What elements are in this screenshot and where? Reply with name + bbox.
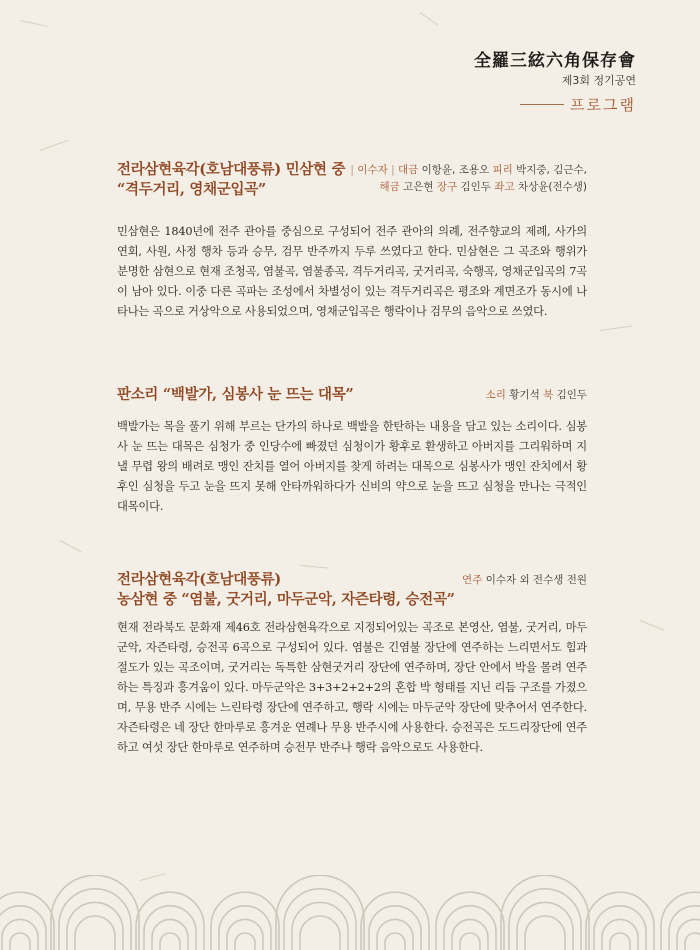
item-description: 백발가는 목을 풀기 위해 부르는 단가의 하나로 백발을 한탄하는 내용을 담고 있는 소리이다. 심봉사 눈 뜨는 대목은 심청가 중 인당수에 빠졌던 심청이가 황후로 환생하고 아버지를 그리워하며 지낼 무렵 왕의 배려로 맹인 잔치를 열어 아버지를 찾게 하려는 대목으로 심봉사가 맹인 잔치에서 황후인 심청을 두고 눈을 뜨지 못해 안타까워하다가 신비의 약으로 눈을 뜨고 심청을 만나는 극적인 대목이다. <box>117 420 587 513</box>
performer-names: 이항윤, 조용오 <box>421 164 490 176</box>
program-item-2 <box>117 385 587 528</box>
program-item-1 <box>117 160 587 333</box>
arch-ring <box>602 919 638 950</box>
performer-credits <box>486 387 587 404</box>
page-header <box>474 46 636 115</box>
arch-ring <box>227 919 263 950</box>
heading-rule <box>520 104 564 105</box>
role-label: 해금 <box>379 181 400 193</box>
role-label: 소리 <box>485 389 506 401</box>
performer-names: 김인두 <box>460 181 491 193</box>
role-label: 피리 <box>492 164 513 176</box>
performer-names: 차상윤(전수생) <box>517 181 587 193</box>
program-label: 프로그램 <box>570 96 636 114</box>
role-label: 장구 <box>436 181 458 193</box>
arch-ring <box>276 875 364 950</box>
item-description: 현재 전라북도 문화재 제46호 전라삼현육각으로 지정되어있는 곡조로 본영산, 염불, 굿거리, 마두군악, 자즌타령, 승전곡 6곡으로 구성되어 있다. 염불은 긴염불 장단에 연주하는 느리면서도 힘과 절도가 있는 곡조이며, 굿거리는 독특한 삼현굿거리 장단에 연주하며, 장단 안에서 박을 몰려 연주하는 특징과 흥겨움이 있다. 마두군악은 3+3+2+2+2의 혼합 박 형태를 지닌 리듬 구조를 가졌으며, 무용 반주 시에는 느린타령 장단에 연주하고, 행락 시에는 마두군악 장단에 맞추어서 연주한다. 자즌타령은 네 장단 한마루로 흥겨운 연례나 무용 반주시에 사용한다. 승전곡은 도드리장단에 연주하고 여섯 장단 한마루로 연주하며 승전무 반주나 행락 음악으로도 사용한다. <box>117 621 587 754</box>
item-description: 민삼현은 1840년에 전주 관아를 중심으로 구성되어 전주 관아의 의례, 전주향교의 제례, 사가의 연회, 사원, 사정 행차 등과 승무, 검무 반주까지 두루 쓰였다고 한다. 민삼현은 그 곡조와 행위가 분명한 삼현으로 현재 조청곡, 염불곡, 염불종곡, 격두거리곡, 굿거리곡, 숙행곡, 영채군입곡의 7곡이 남아 있다. 이중 다른 곡파는 조성에서 차별성이 있는 격두거리곡은 평조와 계면조가 동시에 나타나는 곡으로 거상악으로 사용되었으며, 영채군입곡은 행락이나 검무의 음악으로 쓰였다. <box>117 225 587 318</box>
program-heading <box>474 94 636 115</box>
role-label: 이수자 <box>357 164 388 176</box>
arch-ring <box>2 919 38 950</box>
performer-credits <box>462 572 587 589</box>
performer-names: 황기석 <box>509 389 540 401</box>
item-title-line: 농삼현 중 “염불, 굿거리, 마두군악, 자즌타령, 승전곡” <box>117 591 455 608</box>
arch-ring <box>452 919 488 950</box>
arch-ring <box>160 933 180 950</box>
item-title-line: 전라삼현육각(호남대풍류) 민삼현 중 <box>117 161 346 178</box>
role-label: 좌고 <box>494 181 515 193</box>
arch-ring <box>300 916 340 950</box>
performer-names: 고은현 <box>403 181 434 193</box>
role-label: 대금 <box>397 164 419 176</box>
performer-credits: | 이수자 | 대금 이항윤, 조용오 피리 박지중, 김근수, 해금 고은현 장구 김인두 좌고 차상윤(전수생) <box>350 164 587 193</box>
arch-ring <box>0 906 46 950</box>
arch-ring <box>685 933 700 950</box>
arch-ring <box>501 875 589 950</box>
performer-names: 이수자 외 전수생 전원 <box>485 574 587 586</box>
arch-ring <box>610 933 630 950</box>
item-title-line: 전라삼현육각(호남대풍류) <box>117 571 281 588</box>
arch-ring <box>235 933 255 950</box>
decorative-arch-border <box>0 875 700 950</box>
arch-ring <box>10 933 30 950</box>
performance-edition: 제3회 정기공연 <box>561 74 636 87</box>
program-item-3 <box>117 570 587 769</box>
arch-ring <box>51 875 139 950</box>
arch-ring <box>661 892 700 950</box>
arch-ring <box>377 919 413 950</box>
arch-ring <box>460 933 480 950</box>
arch-ring <box>152 919 188 950</box>
arch-ring <box>75 916 115 950</box>
organization-name: 全羅三絃六角保存會 <box>474 51 636 71</box>
performer-names: 김인두 <box>556 389 587 401</box>
performer-names: 박지중, 김근수, <box>516 164 587 176</box>
arch-ring <box>525 916 565 950</box>
arch-ring <box>385 933 405 950</box>
role-label: 연주 <box>462 574 483 586</box>
item-title-line: “격두거리, 영채군입곡” <box>117 181 266 198</box>
item-title-line: 판소리 “백발가, 심봉사 눈 뜨는 대목” <box>117 386 354 403</box>
role-label: 북 <box>543 389 554 401</box>
